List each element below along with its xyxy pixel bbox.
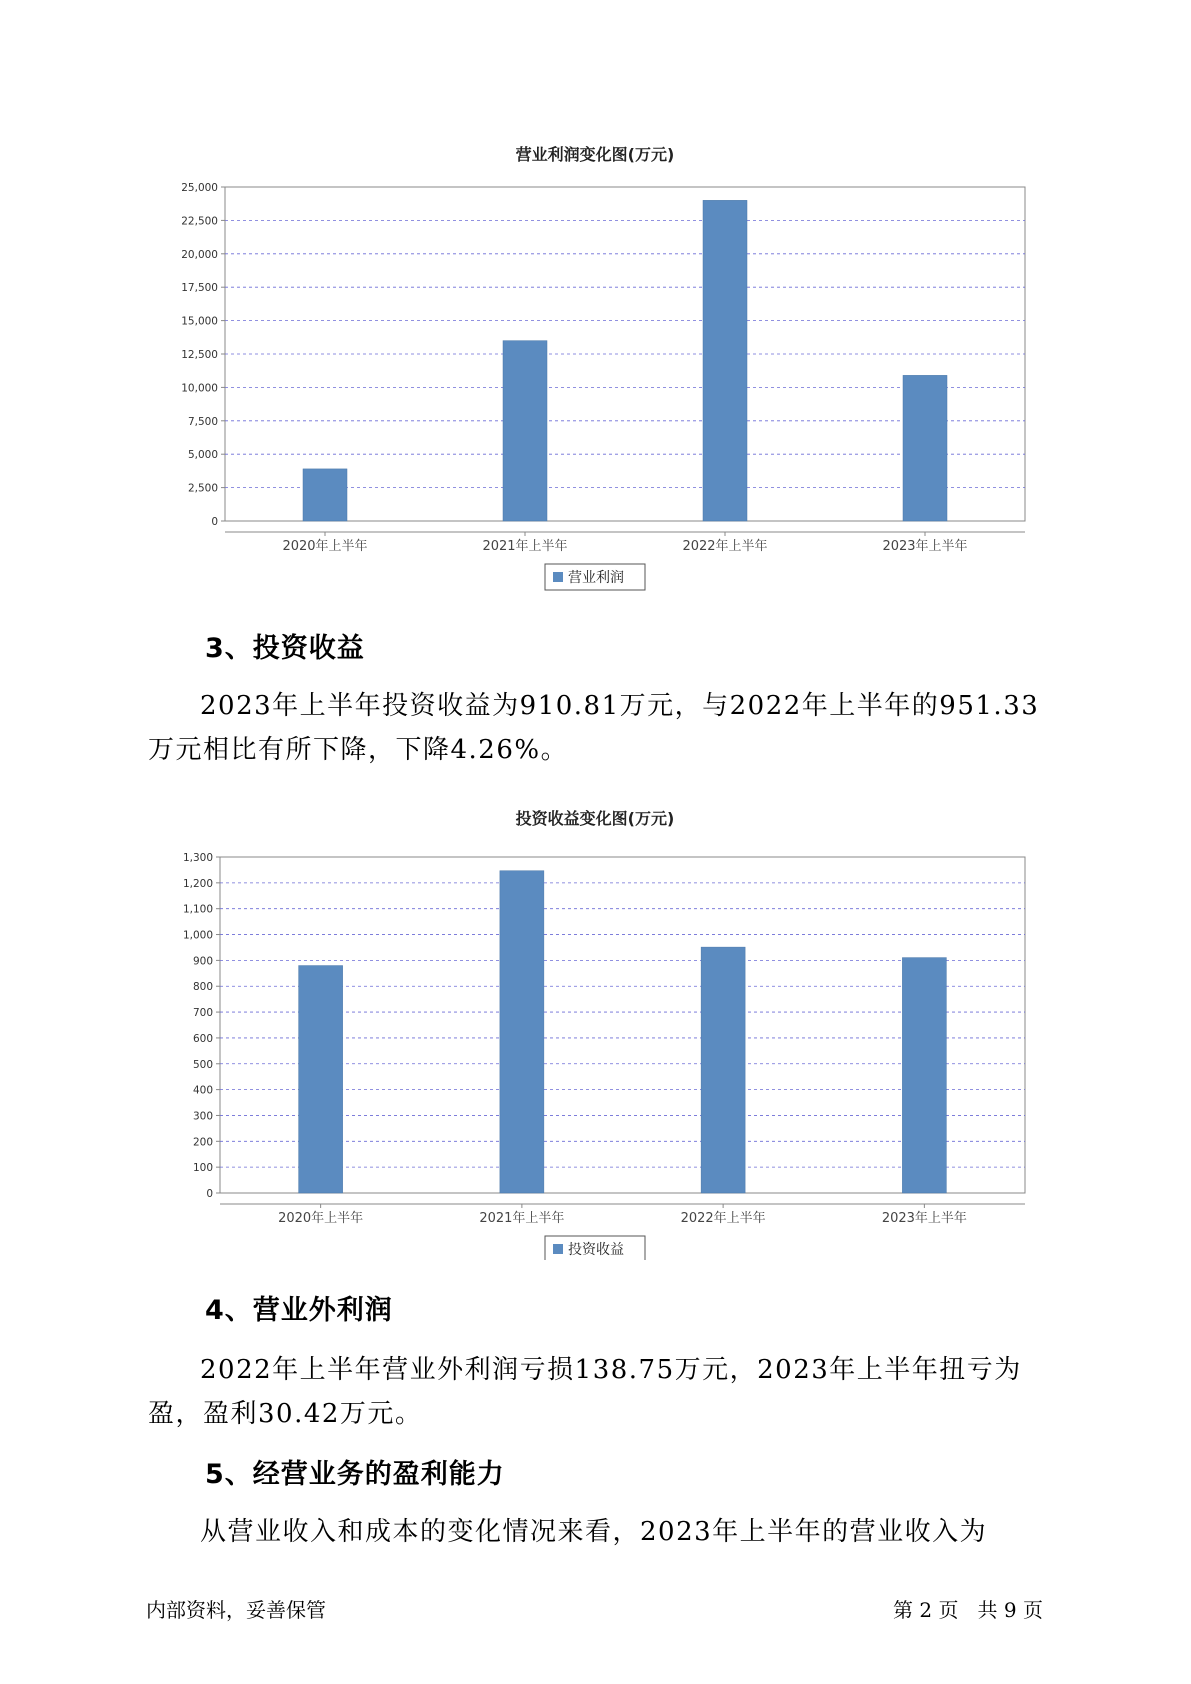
y-tick-label: 800: [192, 981, 213, 994]
chart-title: 营业利润变化图(万元): [515, 145, 675, 164]
section-3-heading: 3、投资收益: [205, 633, 365, 664]
legend-swatch: [553, 1244, 563, 1254]
footer-page-number: 第 2 页 共 9 页: [893, 1598, 1043, 1622]
bar-3: [703, 200, 747, 521]
bar-1: [299, 966, 343, 1193]
section-3-paragraph: 2023年上半年投资收益为910.81万元，与2022年上半年的951.33万元相比有所下降，下降4.26%。: [148, 691, 1040, 765]
y-tick-label: 300: [192, 1110, 213, 1123]
bar-2: [503, 341, 547, 521]
y-tick-label: 600: [192, 1032, 213, 1045]
chart-title: 投资收益变化图(万元): [515, 809, 675, 828]
section-4-heading: 4、营业外利润: [205, 1295, 393, 1326]
operating-profit-chart: [0, 140, 1191, 600]
legend: [545, 1236, 645, 1260]
y-tick-label: 400: [192, 1084, 213, 1097]
y-tick-label: 25,000: [181, 182, 218, 194]
x-tick-label: 2020年上半年: [278, 1211, 364, 1226]
legend: [545, 564, 645, 590]
x-tick-label: 2021年上半年: [482, 539, 568, 554]
section-5-paragraph: 从营业收入和成本的变化情况来看，2023年上半年的营业收入为: [200, 1517, 988, 1547]
investment-income-chart: [0, 800, 1191, 1260]
y-tick-label: 700: [192, 1007, 213, 1020]
x-tick-label: 2020年上半年: [282, 539, 368, 554]
footer-confidential: 内部资料，妥善保管: [146, 1598, 326, 1622]
y-tick-label: 500: [192, 1058, 213, 1071]
y-tick-label: 0: [211, 516, 218, 528]
y-tick-label: 17,500: [181, 282, 218, 295]
y-tick-label: 100: [192, 1162, 213, 1175]
y-tick-label: 20,000: [181, 248, 218, 261]
y-tick-label: 10,000: [181, 382, 218, 395]
section-4-paragraph: 2022年上半年营业外利润亏损138.75万元，2023年上半年扭亏为盈，盈利30.42万元。: [148, 1355, 1022, 1429]
x-tick-label: 2023年上半年: [882, 539, 968, 554]
x-tick-label: 2023年上半年: [881, 1211, 967, 1226]
x-tick-label: 2022年上半年: [680, 1211, 766, 1226]
legend-label: 营业利润: [568, 570, 624, 586]
section-5-heading: 5、经营业务的盈利能力: [205, 1459, 505, 1490]
bar-4: [903, 375, 947, 521]
y-tick-label: 7,500: [187, 415, 218, 428]
y-tick-label: 2,500: [187, 482, 218, 495]
y-tick-label: 1,200: [182, 877, 213, 890]
y-tick-label: 22,500: [181, 215, 218, 228]
y-tick-label: 200: [192, 1136, 213, 1149]
bar-4: [902, 958, 946, 1193]
x-tick-label: 2022年上半年: [682, 539, 768, 554]
y-tick-label: 1,300: [182, 852, 213, 864]
bar-3: [701, 947, 745, 1193]
y-tick-label: 0: [206, 1188, 213, 1200]
y-tick-label: 1,100: [182, 903, 213, 916]
y-tick-label: 5,000: [187, 449, 218, 462]
y-tick-label: 12,500: [181, 349, 218, 361]
x-tick-label: 2021年上半年: [479, 1211, 565, 1226]
legend-label: 投资收益: [568, 1242, 624, 1258]
legend-swatch: [553, 572, 563, 582]
y-tick-label: 1,000: [182, 929, 213, 942]
bar-2: [500, 871, 544, 1193]
y-tick-label: 900: [192, 955, 213, 968]
bar-1: [303, 469, 347, 521]
y-tick-label: 15,000: [181, 315, 218, 328]
